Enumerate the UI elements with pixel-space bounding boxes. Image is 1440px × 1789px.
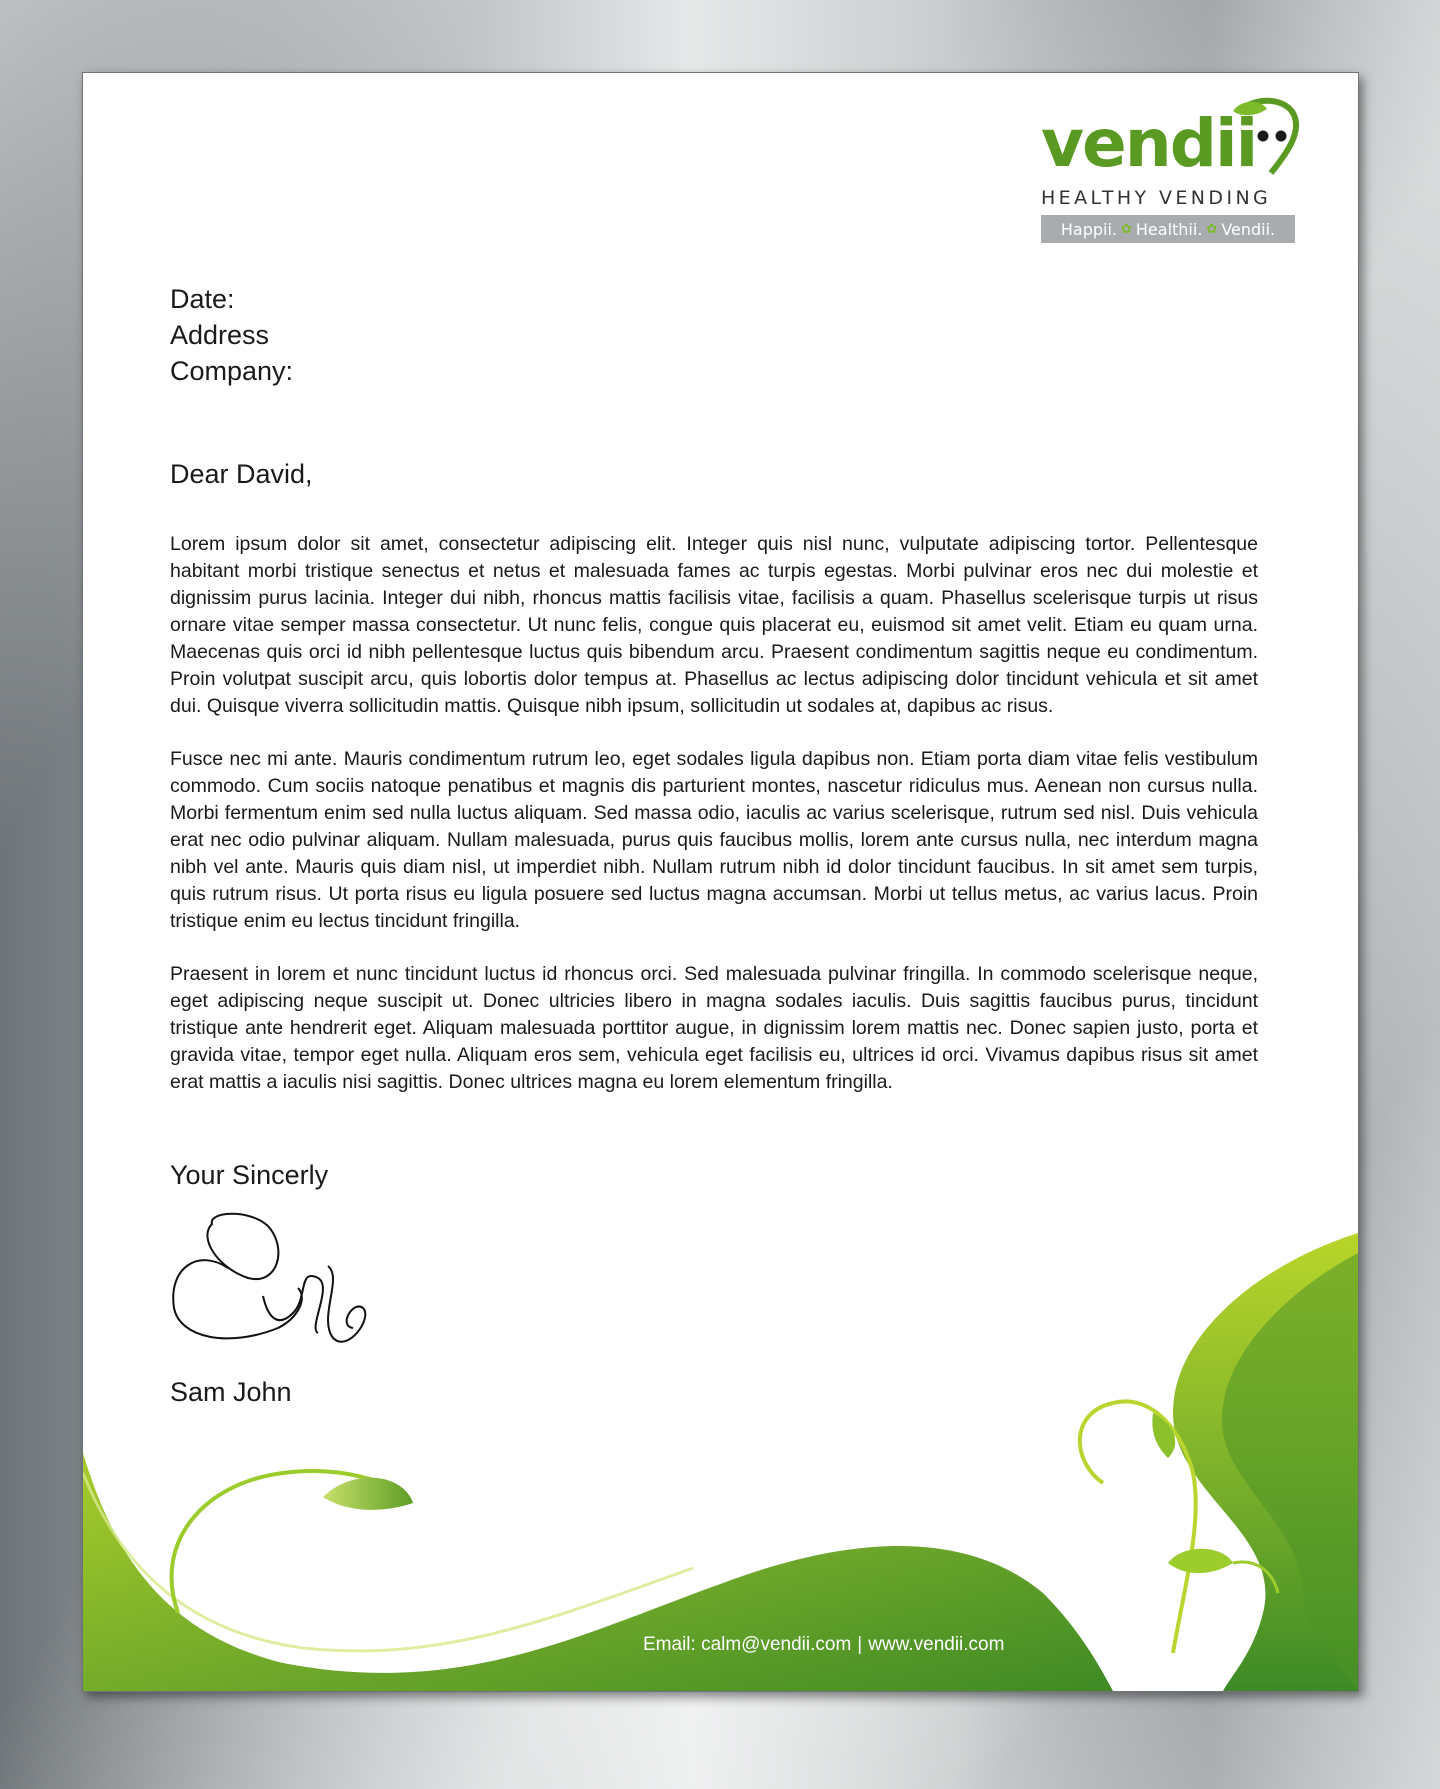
address-label: Address <box>170 320 270 350</box>
logo-tagline-bar <box>1041 215 1295 243</box>
footer-separator: | <box>857 1634 863 1655</box>
logo-dots-icon <box>1253 129 1293 143</box>
closing: Your Sincerly <box>170 1160 329 1190</box>
letter-header <box>170 281 293 389</box>
footer-contact <box>643 1634 1004 1656</box>
paragraph-3: Praesent in lorem et nunc tincidunt luctus id rhoncus orci. Sed malesuada pulvinar fringilla. In commodo scelerisque neque, eget adipiscing neque suscipit ut. Donec ultricies libero in magna sodales iaculis. Duis sagittis faucibus purus, tincidunt tristique ante hendrerit eget. Aliquam malesuada porttitor augue, in dignissim lorem mattis nec. Donec sapien justo, porta et gravida vitae, tempor eget nulla. Aliquam eros sem, vehicula eget facilisis eu, ultrices id orci. Vivamus dapibus risus sit amet erat mattis a iaculis nisi sagittis. Donec ultrices magna eu lorem elementum fringilla. <box>170 963 1258 1093</box>
tagline-happii: Happii. <box>1060 219 1117 239</box>
footer-website: www.vendii.com <box>868 1634 1005 1655</box>
greeting: Dear David, <box>170 459 313 489</box>
signature-drawing <box>168 1208 378 1356</box>
leaf-icon: ✿ <box>1120 221 1132 237</box>
logo-subtitle: HEALTHY VENDING <box>1041 187 1272 209</box>
date-label: Date: <box>170 284 235 314</box>
letter-body <box>170 531 1258 1122</box>
paragraph-1: Lorem ipsum dolor sit amet, consectetur adipiscing elit. Integer quis nisl nunc, vulputate adipiscing tortor. Pellentesque habitant morbi tristique senectus et netus et malesuada fames ac turpis egestas. Morbi pulvinar eros nec dui molestie et dignissim purus lacinia. Integer dui nibh, rhoncus mattis facilisis vitae, facilisis a quam. Phasellus scelerisque turpis ut risus ornare vitae semper massa consectetur. Ut nunc felis, congue quis placerat eu, euismod sit amet velit. Etiam eu quam urna. Maecenas quis orci id nibh pellentesque luctus quis bibendum arcu. Praesent condimentum sagittis neque eu condimentum. Proin volutpat suscipit arcu, quis lobortis dolor tempus at. Phasellus ac lectus adipiscing dolor tincidunt vehicula et sit amet dui. Quisque viverra sollicitudin mattis. Quisque nibh ipsum, sollicitudin ut sodales at, dapibus ac risus. <box>170 533 1258 717</box>
tagline-healthii: Healthii. <box>1135 219 1203 239</box>
signer-name: Sam John <box>170 1377 292 1407</box>
tagline-vendii: Vendii. <box>1221 219 1276 239</box>
vendii-logo <box>1041 101 1301 271</box>
company-label: Company: <box>170 356 294 386</box>
leaf-icon: ✿ <box>1206 221 1218 237</box>
paragraph-2: Fusce nec mi ante. Mauris condimentum rutrum leo, eget sodales ligula dapibus non. Etiam porta diam vitae felis vestibulum commodo. Cum sociis natoque penatibus et magnis dis parturient montes, nascetur ridiculus mus. Aenean non cursus nulla. Morbi fermentum enim sed nulla luctus aliquam. Sed massa odio, iaculis ac varius scelerisque, rutrum sed nisl. Duis vehicula erat nec odio pulvinar aliquam. Nullam malesuada, purus quis faucibus mollis, lorem ante cursus nulla, nec interdum magna nibh vel ante. Mauris quis diam nisl, ut imperdiet nibh. Nullam rutrum nibh id dolor tincidunt faucibus. In sit amet sem turpis, quis rutrum risus. Ut porta risus eu ligula posuere sed luctus magna accumsan. Morbi ut tellus metus, ac varius lacus. Proin tristique enim eu lectus tincidunt fringilla. <box>170 748 1258 932</box>
footer-email: Email: calm@vendii.com <box>643 1634 852 1655</box>
letterhead-page <box>82 72 1359 1692</box>
logo-wordmark: vendii <box>1041 105 1257 182</box>
